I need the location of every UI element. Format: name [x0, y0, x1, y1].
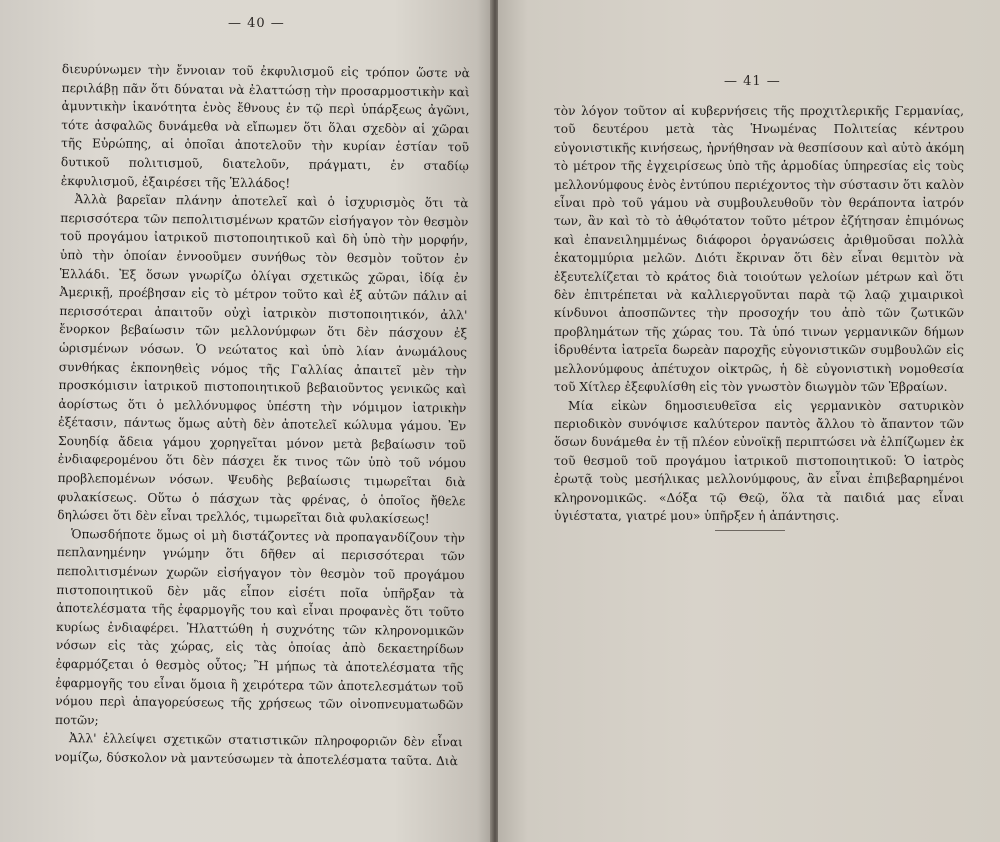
paragraph: τὸν λόγον τοῦτον αἱ κυβερνήσεις τῆς προχιτλερικῆς Γερμανίας, τοῦ δευτέρου μετὰ τὰς Ἡνωμένας Πολιτείας κέντρου εὐγονιστικῆς κινήσεως, ἠρνήθησαν νὰ θεσπίσουν καὶ αὐτὸ ἀκόμη τὸ μέτρον τῆς ἐγχειρίσεως ὑπὸ τῆς ἁρμοδίας ὑπηρεσίας εἰς τοὺς μελλονύμφους ἑνὸς ἐντύπου περιέχοντος τὴν σύστασιν ὅτι καλὸν εἶναι πρὸ τοῦ γάμου νὰ συμβουλευθοῦν τὸν θεράποντα ἰατρόν των, ἂν καὶ τὸ τὸ ἀθῳότατον τοῦτο μέτρον ἐζήτησαν ἐπιμόνως καὶ ἐπανειλημμένως διάφοροι ὀργανώσεις ἀριθμοῦσαι πολλὰ ἑκατομμύρια μελῶν. Διότι ἔκριναν ὅτι δὲν εἶναι θεμιτὸν νὰ ἐξευτελίζεται τὸ κράτος διὰ τοιούτων γελοίων μέτρων καὶ ὅτι δὲν ἐπιτρέπεται νὰ καλλιεργοῦνται παρὰ τῷ λαῷ χιμαιρικοὶ κίνδυνοι ἀποσπῶντες τὴν προσοχήν του ἀπὸ τῶν ζωτικῶν προβλημάτων τῆς χώρας του. Τὰ ὑπό τινων γερμανικῶν δήμων ἱδρυθέντα ἰατρεῖα δωρεὰν παροχῆς εὐγονιστικῶν συμβουλῶν εἰς μελλονύμφους ἀπέτυχον οἰκτρῶς, ἡ δὲ εὐγονιστικὴ νομοθεσία τοῦ Χίτλερ ἐξεφυλίσθη εἰς τὸν γνωστὸν διωγμὸν τῶν Ἑβραίων.	[554, 104, 964, 395]
left-page-body	[55, 60, 470, 771]
section-end-rule	[715, 530, 785, 531]
paragraph: Ἀλλ' ἐλλείψει σχετικῶν στατιστικῶν πληροφοριῶν δὲν εἶναι νομίζω, δύσκολον νὰ μαντεύσωμεν τὰ ἀποτελέσματα ταῦτα. Διὰ	[54, 731, 463, 769]
paragraph: Ἀλλὰ βαρεῖαν πλάνην ἀποτελεῖ καὶ ὁ ἰσχυρισμὸς ὅτι τὰ περισσότερα τῶν πεπολιτισμένων κρατῶν εἰσήγαγον τὸν θεσμὸν τοῦ προγάμου ἰατρικοῦ πιστοποιητικοῦ καὶ δὴ ὑπὸ τὴν μορφήν, ὑπὸ τὴν ὁποίαν ἐννοοῦμεν συνήθως τὸν θεσμὸν τοῦτον ἐν Ἑλλάδι. Ἐξ ὅσων γνωρίζω ὀλίγαι σχετικῶς χῶραι, ἰδίᾳ ἐν Ἀμερικῇ, προέβησαν εἰς τὸ μέτρον τοῦτο καὶ ἐξ αὐτῶν πάλιν αἱ περισσότεραι ἀπαιτοῦν οὐχὶ ἰατρικὸν πιστοποιητικόν, ἀλλ' ἔνορκον βεβαίωσιν τῶν μελλονύμφων ὅτι δὲν πάσχουν ἐξ ὡρισμένων νόσων. Ὁ νεώτατος καὶ ὑπὸ λίαν ἀνωμάλους συνθήκας ἐκπονηθεὶς νόμος τῆς Γαλλίας ἀπαιτεῖ μὲν τὴν προσκόμισιν ἰατρικοῦ πιστοποιητικοῦ βεβαιοῦντος γενικῶς καὶ ἀορίστως ὅτι ὁ μελλόνυμφος ὑπέστη τὴν νόμιμον ἰατρικὴν ἐξέτασιν, πάντως ὅμως αὐτὴ δὲν ἀποτελεῖ κώλυμα γάμου. Ἐν Σουηδίᾳ ἄδεια γάμου χορηγεῖται μόνον μετὰ βεβαίωσιν τοῦ ἐνδιαφερομένου ὅτι δὲν πάσχει ἔκ τινος τῶν ὑπὸ τοῦ νόμου προβλεπομένων νόσων. Ψευδὴς βεβαίωσις τιμωρεῖται διὰ φυλακίσεως. Οὕτω ὁ πάσχων τὰς φρένας, ὁ ὁποῖος ἤθελε δηλώσει ὅτι δὲν εἶναι τρελλός, τιμωρεῖται διὰ φυλακίσεως!	[57, 192, 469, 527]
page-number-right: — 41 —	[724, 74, 781, 89]
right-page-body	[554, 102, 964, 525]
paragraph: Ὁπωσδήποτε ὅμως οἱ μὴ διστάζοντες νὰ προπαγανδίζουν τὴν πεπλανημένην γνώμην ὅτι δῆθεν αἱ περισσότεραι τῶν πεπολιτισμένων χωρῶν εἰσήγαγον τὸν θεσμὸν τοῦ προγάμου πιστοποιητικοῦ δὲν μᾶς εἶπον εἰσέτι ποῖα ὑπῆρξαν τὰ ἀποτελέσματα τῆς ἐφαρμογῆς του καὶ εἶναι προφανὲς ὅτι τοῦτο κυρίως ἐνδιαφέρει. Ἠλαττώθη ἡ συχνότης τῶν κληρονομικῶν νόσων εἰς τὰς χώρας, εἰς τὰς ὁποίας ἀπὸ δεκαετηρίδων ἐφαρμόζεται ὁ θεσμὸς οὗτος; Ἢ μήπως τὰ ἀποτελέσματα τῆς ἐφαρμογῆς του εἶναι ὅμοια ἢ χειρότερα τῶν ἀποτελεσμάτων τοῦ νόμου περὶ ἀπαγορεύσεως τῆς χρήσεως τῶν οἰνοπνευματωδῶν ποτῶν;	[55, 526, 466, 728]
page-number-left: — 40 —	[228, 16, 285, 31]
paragraph: Μία εἰκὼν δημοσιευθεῖσα εἰς γερμανικὸν σατυρικὸν περιοδικὸν συνόψισε καλύτερον παντὸς ἄλλου τὸ ἄπαντον τῶν ὅσων δυνάμεθα ἐν τῇ πλέον εὐνοϊκῇ περιπτώσει νὰ ἐλπίζωμεν ἐκ τοῦ θεσμοῦ τοῦ προγάμου ἰατρικοῦ πιστοποιητικοῦ: Ὁ ἰατρὸς ἐρωτᾷ τοὺς μεσήλικας μελλονύμφους, ἂν εἶναι ἐπιβεβαρημένοι κληρονομικῶς. «Δόξα τῷ Θεῷ, ὅλα τὰ παιδιά μας εἶναι ὑγιέστατα, γιατρέ μου» ὑπῆρξεν ἡ ἀπάντησις.	[554, 398, 964, 523]
right-page	[498, 0, 1000, 842]
paragraph: διευρύνωμεν τὴν ἔννοιαν τοῦ ἐκφυλισμοῦ εἰς τρόπον ὥστε νὰ περιλάβῃ πᾶν ὅτι δύναται νὰ ἐλαττώσῃ τὴν προσαρμοστικὴν καὶ ἀμυντικὴν ἱκανότητα ἑνὸς ἔθνους ἐν τῷ περὶ ὑπάρξεως ἀγῶνι, τότε ἀσφαλῶς δυνάμεθα νὰ εἴπωμεν ὅτι ὅλαι σχεδὸν αἱ χῶραι τῆς Εὐρώπης, αἱ ὁποῖαι ἀποτελοῦν τὴν κυρίαν ἑστίαν τοῦ δυτικοῦ πολιτισμοῦ, διατελοῦν, πράγματι, ἐν σταδίῳ ἐκφυλισμοῦ, ἐξαιρέσει τῆς Ἑλλάδος!	[60, 61, 470, 190]
left-page	[0, 0, 492, 842]
